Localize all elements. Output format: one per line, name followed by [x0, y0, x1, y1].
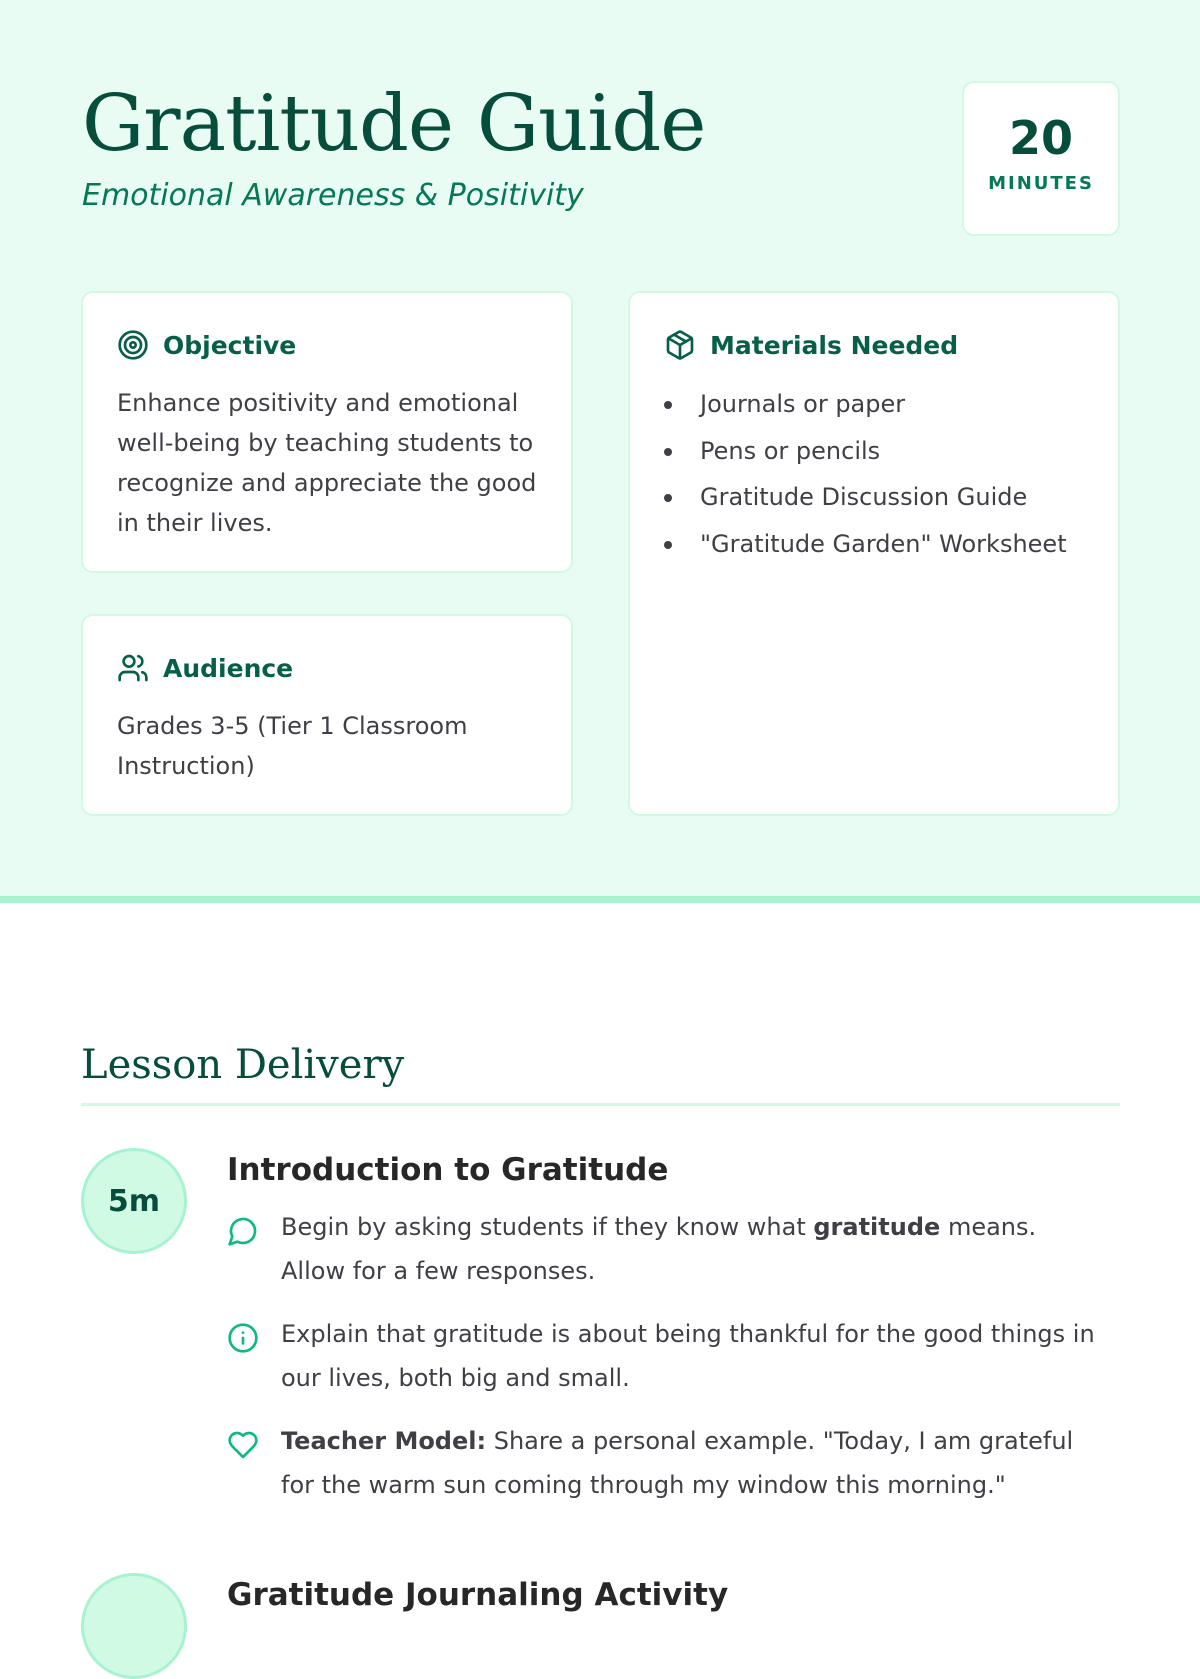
- objective-text: Enhance positivity and emotional well-being by teaching students to recognize and appreciate the good in their lives.: [117, 389, 537, 537]
- package-icon: [664, 329, 696, 361]
- materials-card: [628, 291, 1120, 816]
- audience-heading: Audience: [163, 653, 294, 683]
- page-subtitle: Emotional Awareness & Positivity: [82, 178, 584, 213]
- list-item: [227, 1206, 1107, 1293]
- step-duration-badge: [81, 1573, 187, 1679]
- duration-badge: [962, 81, 1120, 236]
- step-item-label: Teacher Model:: [281, 1427, 487, 1455]
- section-title-lesson-delivery: Lesson Delivery: [81, 1042, 405, 1088]
- materials-card-header: [664, 329, 958, 361]
- step-title: Introduction to Gratitude: [227, 1152, 669, 1188]
- step-item-text: Explain that gratitude is about being thankful for the good things in our lives, both big and small.: [281, 1320, 1095, 1392]
- heart-icon: [227, 1429, 259, 1461]
- step-item-emphasis: gratitude: [813, 1213, 941, 1241]
- audience-text: Grades 3-5 (Tier 1 Classroom Instruction): [117, 712, 468, 780]
- list-item: Gratitude Discussion Guide: [664, 474, 1067, 521]
- section-divider: [81, 1103, 1120, 1106]
- audience-card: [81, 614, 573, 816]
- materials-list: [664, 381, 1067, 567]
- objective-card: [81, 291, 573, 573]
- list-item: "Gratitude Garden" Worksheet: [664, 521, 1067, 568]
- page-title: Gratitude Guide: [82, 79, 706, 169]
- materials-heading: Materials Needed: [710, 330, 959, 360]
- objective-heading: Objective: [163, 330, 297, 360]
- target-icon: [117, 329, 149, 361]
- step-title: Gratitude Journaling Activity: [227, 1577, 729, 1613]
- step-item-tail: means. Allow for a few responses.: [281, 1213, 1037, 1285]
- duration-value: 20: [1008, 111, 1073, 165]
- step-item-lead: Begin by asking students if they know what: [281, 1213, 814, 1241]
- step-items-list: [227, 1206, 1107, 1527]
- objective-card-header: [117, 329, 296, 361]
- list-item: Pens or pencils: [664, 428, 1067, 475]
- step-item-text: [281, 1206, 1107, 1293]
- message-circle-icon: [227, 1215, 259, 1247]
- list-item: [227, 1420, 1107, 1507]
- list-item: [227, 1313, 1107, 1400]
- info-icon: [227, 1322, 259, 1354]
- duration-unit: MINUTES: [988, 173, 1094, 194]
- step-item-body: Share a personal example. "Today, I am grateful for the warm sun coming through my window this morning.": [281, 1427, 1074, 1499]
- list-item: Journals or paper: [664, 381, 1067, 428]
- step-item-text: [281, 1420, 1107, 1507]
- audience-card-header: [117, 652, 293, 684]
- users-icon: [117, 652, 149, 684]
- step-duration-badge: 5m: [81, 1148, 187, 1254]
